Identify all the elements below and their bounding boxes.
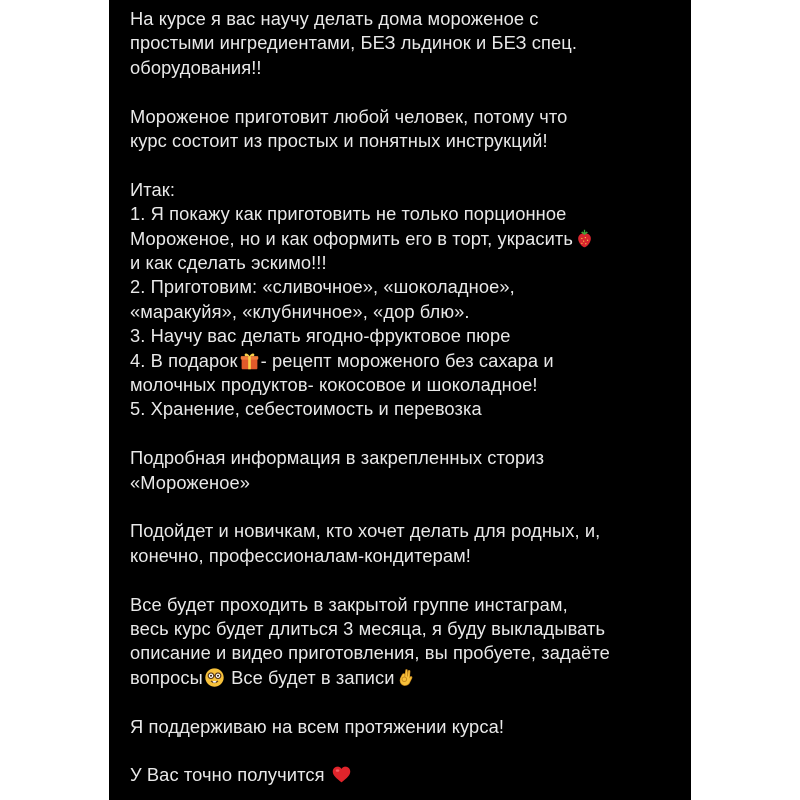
- spacer: [130, 422, 685, 446]
- nerd-face-icon: [204, 667, 225, 688]
- para6-line-4-end: Все будет в записи: [225, 666, 395, 688]
- closing-text: У Вас точно получится: [130, 764, 330, 786]
- course-list: [130, 178, 685, 422]
- para2-line-2: курс состоит из простых и понятных инструкций!: [130, 130, 548, 152]
- story-text: [130, 7, 685, 788]
- para7-line-1: Я поддерживаю на всем протяжении курса!: [130, 715, 505, 737]
- ok-hand-icon: [396, 667, 417, 688]
- closing-paragraph: [130, 763, 685, 787]
- intro-line-1: На курсе я вас научу делать дома мороженое с: [130, 8, 539, 29]
- story-screen: [109, 0, 691, 800]
- list-item-5: 5. Хранение, себестоимость и перевозка: [130, 398, 482, 420]
- para6-line-4: [130, 666, 685, 690]
- details-paragraph: [130, 446, 685, 495]
- spacer: [130, 568, 685, 592]
- list-item-1-line-1: 1. Я покажу как приготовить не только порционное: [130, 203, 567, 225]
- list-item-2-line-1: 2. Приготовим: «сливочное», «шоколадное»,: [130, 276, 515, 298]
- para2-line-1: Мороженое приготовит любой человек, потому что: [130, 105, 568, 127]
- para8-line-1: [130, 763, 685, 787]
- format-paragraph: [130, 593, 685, 691]
- list-heading: Итак:: [130, 178, 176, 200]
- list-item-1-line-2: [130, 227, 685, 251]
- list-item-4-prefix: 4. В подарок: [130, 349, 238, 371]
- para6-line-2: весь курс будет длиться 3 месяца, я буду выкладывать: [130, 618, 606, 640]
- list-item-1-line-3: и как сделать эскимо!!!: [130, 252, 327, 274]
- audience-paragraph: [130, 519, 685, 568]
- gift-icon: [239, 350, 260, 371]
- spacer: [130, 739, 685, 763]
- support-paragraph: [130, 715, 685, 739]
- intro-paragraph: [130, 7, 685, 80]
- para4-line-2: «Мороженое»: [130, 471, 250, 493]
- para6-line-1: Все будет проходить в закрытой группе инстаграм,: [130, 593, 568, 615]
- intro-line-2: простыми ингредиентами, БЕЗ льдинок и БЕЗ спец.: [130, 32, 578, 54]
- strawberry-icon: [574, 228, 595, 249]
- list-item-4-line-2: молочных продуктов- кокосовое и шоколадное!: [130, 374, 538, 396]
- list-item-1-line-2-text: Мороженое, но и как оформить его в торт, украсить: [130, 227, 573, 249]
- spacer: [130, 153, 685, 177]
- para4-line-1: Подробная информация в закрепленных сториз: [130, 447, 545, 469]
- list-item-4-suffix: - рецепт мороженого без сахара и: [260, 349, 554, 371]
- list-item-2-line-2: «маракуйя», «клубничное», «дор блю».: [130, 300, 470, 322]
- anyone-can-paragraph: [130, 105, 685, 154]
- para5-line-1: Подойдет и новичкам, кто хочет делать для родных, и,: [130, 520, 601, 542]
- para6-line-4-start: вопросы: [130, 666, 203, 688]
- spacer: [130, 495, 685, 519]
- spacer: [130, 80, 685, 104]
- list-item-3: 3. Научу вас делать ягодно-фруктовое пюре: [130, 325, 511, 347]
- spacer: [130, 690, 685, 714]
- para5-line-2: конечно, профессионалам-кондитерам!: [130, 544, 471, 566]
- intro-line-3: оборудования!!: [130, 56, 262, 78]
- list-item-4-line-1: [130, 349, 685, 373]
- red-heart-icon: [331, 764, 352, 785]
- para6-line-3: описание и видео приготовления, вы пробуете, задаёте: [130, 642, 610, 664]
